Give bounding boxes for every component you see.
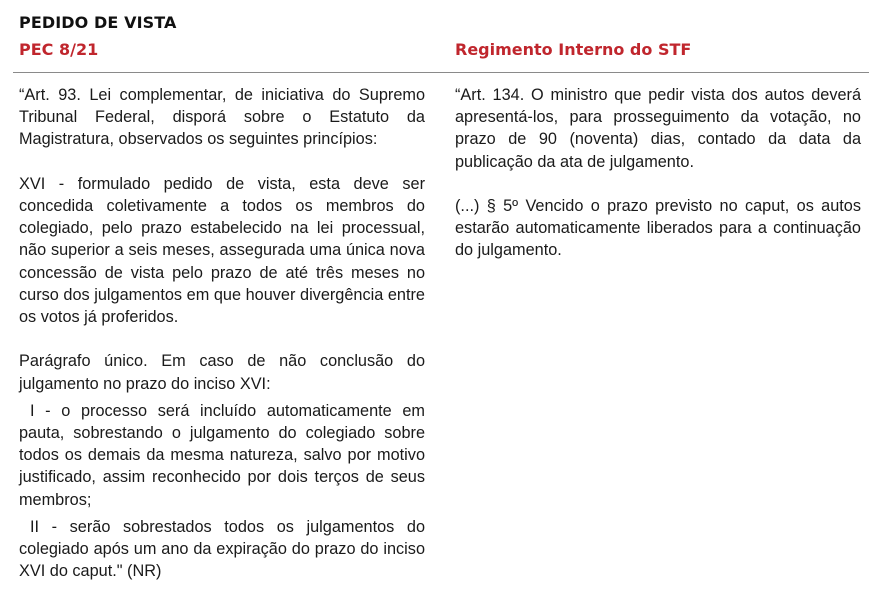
- right-column-text: [455, 84, 861, 262]
- left-paragraph-inciso-xvi: XVI - formulado pedido de vista, esta deve ser concedida coletivamente a todos os membros do colegiado, pelo prazo estabelecido na lei processual, não superior a seis meses, assegurada uma única nova concessão de vista pelo prazo de até três meses no curso dos julgamentos em que houver divergência entre os votos já proferidos.: [19, 174, 425, 327]
- right-column-header: Regimento Interno do STF: [455, 40, 692, 59]
- left-column-header: PEC 8/21: [19, 40, 99, 59]
- page-title: PEDIDO DE VISTA: [19, 13, 177, 32]
- left-column-text: [19, 84, 425, 582]
- header-divider: [13, 72, 869, 73]
- left-paragraph-paragrafo-unico: Parágrafo único. Em caso de não conclusão do julgamento no prazo do inciso XVI:: [19, 352, 425, 393]
- right-paragraph-art-134: “Art. 134. O ministro que pedir vista dos autos deverá apresentá-los, para prosseguimento da votação, no prazo de 90 (noventa) dias, contado da data da publicação da ata de julgamento.: [455, 86, 861, 171]
- left-paragraph-art-93: “Art. 93. Lei complementar, de iniciativa do Supremo Tribunal Federal, disporá sobre o Estatuto da Magistratura, observados os seguintes princípios:: [19, 86, 425, 149]
- left-paragraph-item-i: I - o processo será incluído automaticamente em pauta, sobrestando o julgamento do colegiado sobre todos os demais da mesma natureza, salvo por motivo justificado, assim reconhecido por dois terços de seus membros;: [19, 401, 425, 509]
- right-paragraph-paragrafo-5: (...) § 5º Vencido o prazo previsto no caput, os autos estarão automaticamente liberados para a continuação do julgamento.: [455, 197, 861, 260]
- left-paragraph-item-ii: II - serão sobrestados todos os julgamentos do colegiado após um ano da expiração do prazo do inciso XVI do caput." (NR): [19, 517, 425, 581]
